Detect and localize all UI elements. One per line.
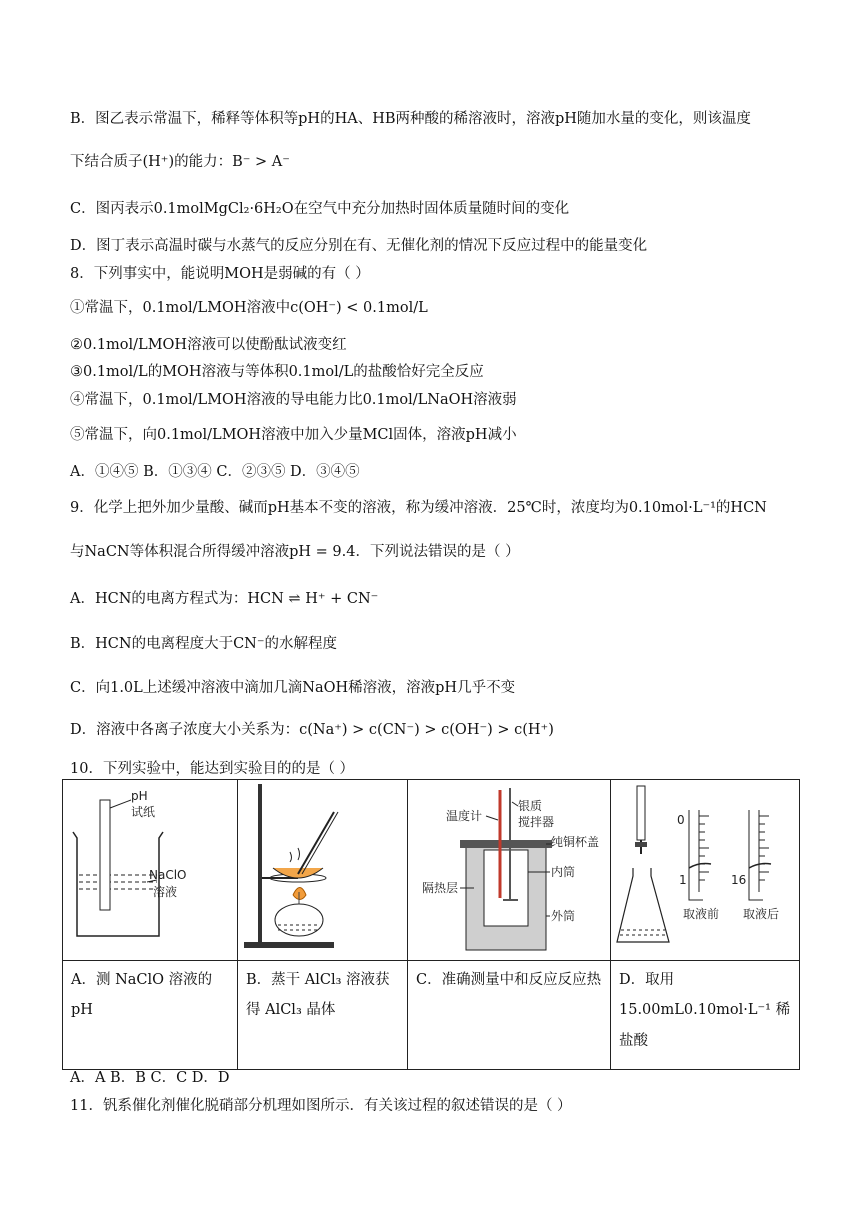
stirrer-label-2: 搅拌器 xyxy=(518,815,555,829)
outer-cylinder-label: 外筒 xyxy=(551,909,576,923)
q7-option-c: C．图丙表示0.1molMgCl₂·6H₂O在空气中充分加热时固体质量随时间的变化 xyxy=(70,201,570,217)
scale-zero-label: 0 xyxy=(677,813,685,827)
q9-option-d: D．溶液中各离子浓度大小关系为：c(Na⁺) > c(CN⁻) > c(OH⁻) > c(H⁺) xyxy=(70,722,554,738)
q8-options: A．①④⑤ B．①③④ C．②③⑤ D．③④⑤ xyxy=(70,464,360,480)
figure-a-cell xyxy=(63,780,238,961)
caption-a: A．测 NaClO 溶液的 pH xyxy=(63,961,238,1070)
q8-statement-3: ③0.1mol/L的MOH溶液与等体积0.1mol/L的盐酸恰好完全反应 xyxy=(70,364,484,380)
test-paper-label: 试纸 xyxy=(131,805,156,819)
figure-d-cell xyxy=(611,780,800,961)
before-label: 取液前 xyxy=(683,907,720,921)
scale-one-label: 1 xyxy=(679,873,687,887)
q10-options: A．A B．B C．C D．D xyxy=(70,1070,230,1086)
scale-sixteen-label: 16 xyxy=(731,873,747,887)
caption-d: D．取用 15.00mL0.10mol·L⁻¹ 稀盐酸 xyxy=(611,961,800,1070)
q9-option-c: C．向1.0L上述缓冲溶液中滴加几滴NaOH稀溶液，溶液pH几乎不变 xyxy=(70,680,516,696)
q8-statement-5: ⑤常温下，向0.1mol/LMOH溶液中加入少量MCl固体，溶液pH减小 xyxy=(70,427,517,443)
stirrer-label-1: 银质 xyxy=(518,799,543,813)
question-9-line1: 9．化学上把外加少量酸、碱而pH基本不变的溶液，称为缓冲溶液．25℃时，浓度均为0.10mol·L⁻¹的HCN xyxy=(70,500,767,516)
q7-option-d: D．图丁表示高温时碳与水蒸气的反应分别在有、无催化剂的情况下反应过程中的能量变化 xyxy=(70,238,648,254)
inner-cylinder-label: 内筒 xyxy=(551,865,576,879)
copper-lid-label: 纯铜杯盖 xyxy=(551,835,600,849)
q7-option-b-line1: B．图乙表示常温下，稀释等体积等pH的HA、HB两种酸的稀溶液时，溶液pH随加水量的变化，则该温度 xyxy=(70,111,751,127)
q9-option-b: B．HCN的电离程度大于CN⁻的水解程度 xyxy=(70,636,338,652)
figure-b-cell xyxy=(238,780,408,961)
thermometer-label: 温度计 xyxy=(446,809,483,823)
q8-statement-4: ④常温下，0.1mol/LMOH溶液的导电能力比0.1mol/LNaOH溶液弱 xyxy=(70,392,517,408)
evaporation-setup-figure xyxy=(238,780,408,960)
question-9-line2: 与NaCN等体积混合所得缓冲溶液pH = 9.4．下列说法错误的是（ ） xyxy=(70,544,520,560)
figure-c-cell xyxy=(408,780,611,961)
ph-label: pH xyxy=(131,789,148,803)
q8-statement-2: ②0.1mol/LMOH溶液可以使酚酞试液变红 xyxy=(70,337,347,353)
q8-statement-1: ①常温下，0.1mol/LMOH溶液中c(OH⁻) < 0.1mol/L xyxy=(70,300,428,316)
question-8: 8．下列事实中，能说明MOH是弱碱的有（ ） xyxy=(70,266,370,282)
q9-option-a: A．HCN的电离方程式为：HCN ⇌ H⁺ + CN⁻ xyxy=(70,591,379,607)
q7-option-b-line2: 下结合质子(H⁺)的能力：B⁻ > A⁻ xyxy=(70,154,290,170)
beaker-ph-paper-figure xyxy=(63,780,238,960)
caption-b: B．蒸干 AlCl₃ 溶液获得 AlCl₃ 晶体 xyxy=(238,961,408,1070)
insulation-label: 隔热层 xyxy=(422,881,459,895)
calorimeter-figure xyxy=(408,780,611,960)
after-label: 取液后 xyxy=(743,907,780,921)
caption-c: C．准确测量中和反应反应热 xyxy=(408,961,611,1070)
question-10: 10．下列实验中，能达到实验目的的是（ ） xyxy=(70,761,355,777)
naclo-label: NaClO xyxy=(149,868,187,882)
solution-label: 溶液 xyxy=(153,885,178,899)
burette-figure xyxy=(611,780,800,960)
question-11: 11．钒系催化剂催化脱硝部分机理如图所示．有关该过程的叙述错误的是（ ） xyxy=(70,1098,572,1114)
experiment-table xyxy=(62,779,800,1070)
